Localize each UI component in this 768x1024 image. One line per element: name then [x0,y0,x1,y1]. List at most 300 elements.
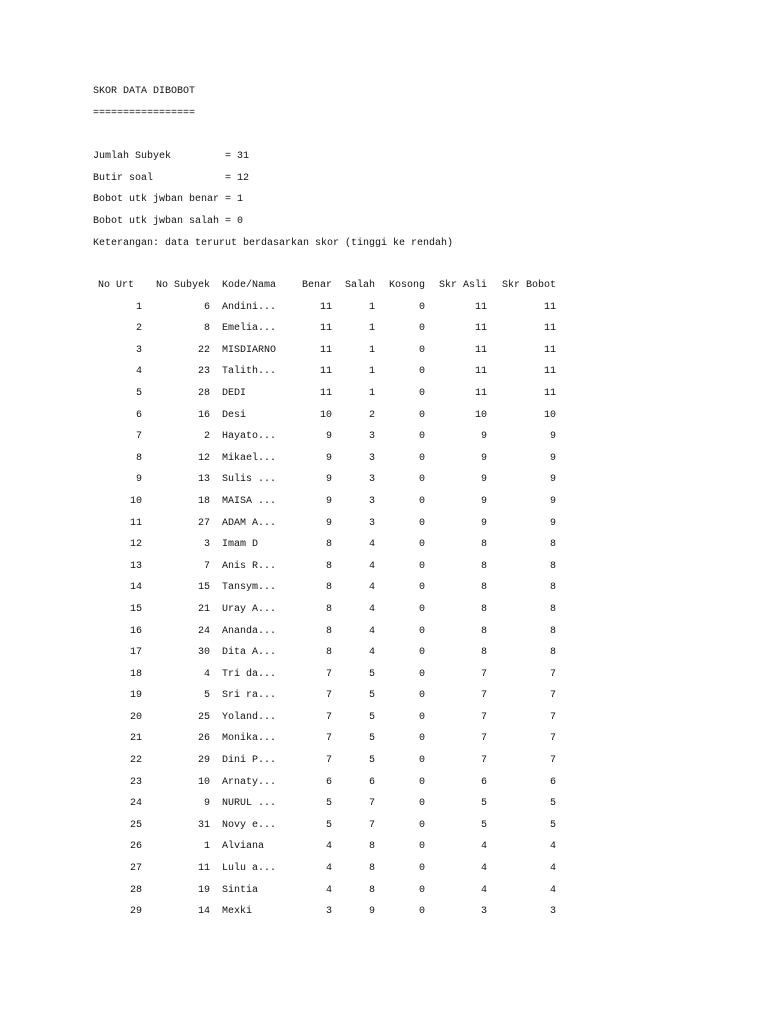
cell-kode-nama: Mikael... [222,452,277,464]
table-row [0,448,556,470]
table-row [0,621,556,643]
cell-salah: 8 [368,863,375,875]
cell-skr-bobot: 11 [543,323,556,335]
cell-kode-nama: Imam D [222,539,259,551]
table-row [0,880,556,902]
table-row [0,383,556,405]
cell-kosong: 0 [418,884,425,896]
cell-kode-nama: Desi [222,409,247,421]
row-spacer [0,858,98,880]
report-title: SKOR DATA DIBOBOT [93,86,196,97]
cell-skr-bobot: 11 [543,301,556,313]
cell-no-subyek: 16 [197,409,210,421]
cell-kode-nama: MAISA ... [222,495,277,507]
header-kode-nama: Kode/Nama [222,280,277,291]
cell-skr-bobot: 11 [543,366,556,378]
cell-benar: 8 [325,539,332,551]
row-spacer [0,772,98,794]
cell-skr-asli: 5 [480,819,487,831]
row-spacer [0,383,98,405]
cell-benar: 4 [325,884,332,896]
cell-no-subyek: 27 [197,517,210,529]
cell-skr-bobot: 4 [549,863,556,875]
header-skr-asli: Skr Asli [438,280,487,291]
cell-skr-bobot: 8 [549,539,556,551]
info-bobot-salah: Bobot utk jwban salah = 0 [93,216,244,227]
cell-salah: 4 [368,539,375,551]
cell-salah: 3 [368,452,375,464]
table-row [0,534,556,556]
cell-kode-nama: Novy e... [222,819,277,831]
cell-no-subyek: 28 [197,387,210,399]
cell-kode-nama: Alviana [222,841,265,853]
cell-salah: 4 [368,647,375,659]
header-skr-bobot: Skr Bobot [501,280,556,291]
header-no-urt: No Urt [98,280,135,291]
cell-benar: 7 [325,690,332,702]
table-row [0,405,556,427]
cell-benar: 9 [325,517,332,529]
cell-benar: 9 [325,431,332,443]
cell-no-urt: 11 [129,517,142,529]
cell-no-subyek: 4 [203,668,210,680]
cell-salah: 1 [368,344,375,356]
cell-no-urt: 3 [135,344,142,356]
cell-benar: 4 [325,863,332,875]
cell-skr-asli: 9 [480,474,487,486]
cell-skr-asli: 9 [480,452,487,464]
cell-salah: 3 [368,474,375,486]
cell-benar: 5 [325,819,332,831]
cell-benar: 7 [325,733,332,745]
cell-skr-asli: 6 [480,776,487,788]
cell-kode-nama: Dita A... [222,647,277,659]
cell-kode-nama: Sulis ... [222,474,277,486]
cell-skr-bobot: 10 [543,409,556,421]
cell-skr-asli: 7 [480,690,487,702]
cell-kode-nama: Arnaty... [222,776,277,788]
cell-no-urt: 2 [135,323,142,335]
cell-kosong: 0 [418,733,425,745]
row-spacer [0,448,98,470]
cell-kosong: 0 [418,625,425,637]
cell-kode-nama: Tansym... [222,582,277,594]
cell-benar: 10 [319,409,332,421]
cell-benar: 8 [325,560,332,572]
cell-salah: 1 [368,323,375,335]
cell-skr-asli: 8 [480,625,487,637]
cell-no-subyek: 21 [197,603,210,615]
cell-kosong: 0 [418,819,425,831]
cell-kosong: 0 [418,409,425,421]
table-header-row [0,275,556,297]
cell-skr-asli: 5 [480,798,487,810]
cell-skr-bobot: 7 [549,690,556,702]
cell-benar: 11 [319,387,332,399]
cell-no-urt: 26 [129,841,142,853]
cell-salah: 8 [368,884,375,896]
cell-no-subyek: 11 [197,863,210,875]
table-row [0,836,556,858]
cell-kosong: 0 [418,582,425,594]
cell-kode-nama: Ananda... [222,625,277,637]
cell-kode-nama: Tri da... [222,668,277,680]
cell-skr-bobot: 7 [549,755,556,767]
cell-skr-bobot: 6 [549,776,556,788]
cell-skr-asli: 11 [474,301,487,313]
cell-no-urt: 6 [135,409,142,421]
row-spacer [0,836,98,858]
table-row [0,513,556,535]
info-keterangan: Keterangan: data terurut berdasarkan skor (tinggi ke rendah) [93,238,454,249]
cell-no-subyek: 18 [197,495,210,507]
cell-no-subyek: 2 [203,431,210,443]
cell-no-subyek: 30 [197,647,210,659]
table-row [0,728,556,750]
cell-skr-asli: 8 [480,582,487,594]
cell-kode-nama: Dini P... [222,755,277,767]
cell-no-urt: 25 [129,819,142,831]
cell-kode-nama: Hayato... [222,431,277,443]
cell-salah: 3 [368,517,375,529]
table-row [0,318,556,340]
info-jumlah-subyek: Jumlah Subyek = 31 [93,151,250,162]
table-row [0,577,556,599]
cell-salah: 4 [368,625,375,637]
cell-kosong: 0 [418,690,425,702]
cell-no-subyek: 14 [197,906,210,918]
cell-benar: 8 [325,582,332,594]
table-row [0,664,556,686]
cell-salah: 3 [368,431,375,443]
cell-benar: 9 [325,495,332,507]
cell-skr-asli: 11 [474,323,487,335]
cell-kosong: 0 [418,517,425,529]
cell-salah: 5 [368,690,375,702]
cell-kosong: 0 [418,560,425,572]
cell-kode-nama: Lulu a... [222,863,277,875]
cell-benar: 7 [325,755,332,767]
cell-skr-asli: 8 [480,560,487,572]
cell-kosong: 0 [418,452,425,464]
cell-salah: 8 [368,841,375,853]
cell-kode-nama: Uray A... [222,603,277,615]
cell-no-subyek: 7 [203,560,210,572]
row-spacer [0,556,98,578]
cell-skr-asli: 11 [474,344,487,356]
table-row [0,685,556,707]
row-spacer [0,750,98,772]
cell-kosong: 0 [418,906,425,918]
row-spacer [0,880,98,902]
row-spacer [0,534,98,556]
row-spacer [0,815,98,837]
cell-skr-bobot: 9 [549,517,556,529]
cell-skr-asli: 11 [474,387,487,399]
cell-kosong: 0 [418,776,425,788]
cell-benar: 6 [325,776,332,788]
cell-no-urt: 16 [129,625,142,637]
cell-no-subyek: 13 [197,474,210,486]
row-spacer [0,707,98,729]
cell-skr-bobot: 11 [543,344,556,356]
cell-no-urt: 17 [129,647,142,659]
row-spacer [0,318,98,340]
cell-kode-nama: Anis R... [222,560,277,572]
cell-kode-nama: Sintia [222,884,259,896]
cell-skr-bobot: 8 [549,560,556,572]
header-no-subyek: No Subyek [155,280,210,291]
row-spacer [0,621,98,643]
cell-kosong: 0 [418,495,425,507]
cell-skr-bobot: 5 [549,798,556,810]
table-row [0,772,556,794]
cell-salah: 1 [368,387,375,399]
cell-skr-bobot: 9 [549,474,556,486]
row-spacer [0,664,98,686]
cell-no-urt: 1 [135,301,142,313]
cell-no-urt: 28 [129,884,142,896]
cell-kode-nama: ADAM A... [222,517,277,529]
cell-salah: 1 [368,301,375,313]
cell-kosong: 0 [418,863,425,875]
cell-benar: 11 [319,366,332,378]
cell-no-urt: 12 [129,539,142,551]
cell-skr-bobot: 9 [549,452,556,464]
cell-kode-nama: Mexki [222,906,253,918]
cell-kosong: 0 [418,668,425,680]
cell-kosong: 0 [418,755,425,767]
cell-skr-bobot: 7 [549,733,556,745]
table-row [0,707,556,729]
cell-no-subyek: 29 [197,755,210,767]
cell-skr-asli: 9 [480,431,487,443]
table-row [0,297,556,319]
cell-no-urt: 5 [135,387,142,399]
cell-salah: 1 [368,366,375,378]
table-row [0,599,556,621]
cell-no-urt: 22 [129,755,142,767]
cell-salah: 7 [368,798,375,810]
cell-skr-asli: 4 [480,841,487,853]
cell-salah: 9 [368,906,375,918]
cell-benar: 5 [325,798,332,810]
cell-no-urt: 18 [129,668,142,680]
cell-skr-asli: 8 [480,539,487,551]
cell-skr-bobot: 3 [549,906,556,918]
cell-salah: 6 [368,776,375,788]
cell-no-subyek: 23 [197,366,210,378]
cell-kode-nama: MISDIARNO [222,344,277,356]
cell-kode-nama: Yoland... [222,711,277,723]
cell-no-subyek: 5 [203,690,210,702]
cell-kode-nama: DEDI [222,387,247,399]
cell-skr-asli: 8 [480,603,487,615]
cell-skr-asli: 7 [480,711,487,723]
cell-no-subyek: 12 [197,452,210,464]
cell-benar: 7 [325,668,332,680]
table-row [0,556,556,578]
cell-skr-bobot: 8 [549,603,556,615]
row-spacer [0,901,98,923]
cell-skr-asli: 4 [480,884,487,896]
cell-skr-bobot: 11 [543,387,556,399]
header-kosong: Kosong [388,280,425,291]
cell-no-subyek: 24 [197,625,210,637]
cell-benar: 8 [325,647,332,659]
cell-skr-bobot: 4 [549,884,556,896]
cell-skr-asli: 9 [480,517,487,529]
cell-no-subyek: 8 [203,323,210,335]
cell-no-subyek: 31 [197,819,210,831]
row-spacer [0,599,98,621]
table-row [0,469,556,491]
cell-skr-bobot: 8 [549,647,556,659]
cell-skr-bobot: 9 [549,431,556,443]
cell-benar: 11 [319,323,332,335]
row-spacer [0,340,98,362]
cell-kode-nama: Emelia... [222,323,277,335]
cell-no-subyek: 15 [197,582,210,594]
cell-no-subyek: 1 [203,841,210,853]
cell-no-urt: 19 [129,690,142,702]
cell-skr-bobot: 8 [549,582,556,594]
cell-salah: 5 [368,755,375,767]
score-table [0,275,556,923]
cell-no-urt: 23 [129,776,142,788]
row-spacer [0,405,98,427]
row-spacer [0,426,98,448]
table-row [0,901,556,923]
cell-kosong: 0 [418,431,425,443]
table-row [0,750,556,772]
header-benar: Benar [301,280,332,291]
row-spacer [0,793,98,815]
cell-skr-bobot: 7 [549,711,556,723]
cell-no-subyek: 6 [203,301,210,313]
cell-salah: 7 [368,819,375,831]
cell-skr-asli: 10 [474,409,487,421]
cell-skr-asli: 4 [480,863,487,875]
cell-benar: 9 [325,452,332,464]
cell-skr-asli: 11 [474,366,487,378]
cell-skr-asli: 3 [480,906,487,918]
cell-skr-bobot: 7 [549,668,556,680]
table-row [0,361,556,383]
cell-no-subyek: 26 [197,733,210,745]
cell-skr-bobot: 5 [549,819,556,831]
row-spacer [0,469,98,491]
row-spacer [0,728,98,750]
cell-no-urt: 9 [135,474,142,486]
cell-benar: 11 [319,301,332,313]
header-spacer [0,275,98,297]
cell-no-urt: 21 [129,733,142,745]
cell-kode-nama: NURUL ... [222,798,277,810]
cell-benar: 4 [325,841,332,853]
cell-benar: 8 [325,625,332,637]
table-row [0,340,556,362]
info-bobot-benar: Bobot utk jwban benar = 1 [93,194,244,205]
cell-kosong: 0 [418,711,425,723]
table-row [0,642,556,664]
cell-kosong: 0 [418,474,425,486]
cell-benar: 7 [325,711,332,723]
row-spacer [0,361,98,383]
cell-skr-asli: 9 [480,495,487,507]
cell-benar: 3 [325,906,332,918]
table-row [0,426,556,448]
cell-salah: 5 [368,733,375,745]
cell-no-subyek: 25 [197,711,210,723]
cell-no-urt: 10 [129,495,142,507]
table-row [0,815,556,837]
cell-salah: 3 [368,495,375,507]
title-underline: ================= [93,108,196,119]
row-spacer [0,297,98,319]
table-row [0,491,556,513]
cell-no-subyek: 3 [203,539,210,551]
row-spacer [0,642,98,664]
cell-kosong: 0 [418,841,425,853]
cell-no-urt: 29 [129,906,142,918]
table-body [0,297,556,923]
info-butir-soal: Butir soal = 12 [93,173,250,184]
cell-kode-nama: Andini... [222,301,277,313]
cell-kosong: 0 [418,798,425,810]
table-row [0,858,556,880]
cell-benar: 11 [319,344,332,356]
cell-no-subyek: 9 [203,798,210,810]
row-spacer [0,685,98,707]
cell-kode-nama: Monika... [222,733,277,745]
cell-no-urt: 4 [135,366,142,378]
cell-no-subyek: 22 [197,344,210,356]
cell-no-urt: 7 [135,431,142,443]
cell-kosong: 0 [418,323,425,335]
cell-kosong: 0 [418,539,425,551]
cell-kode-nama: Sri ra... [222,690,277,702]
row-spacer [0,513,98,535]
cell-skr-asli: 7 [480,733,487,745]
cell-no-subyek: 10 [197,776,210,788]
cell-kosong: 0 [418,603,425,615]
row-spacer [0,577,98,599]
cell-no-urt: 15 [129,603,142,615]
cell-no-urt: 24 [129,798,142,810]
cell-skr-bobot: 9 [549,495,556,507]
table-row [0,793,556,815]
cell-skr-bobot: 4 [549,841,556,853]
cell-salah: 5 [368,668,375,680]
cell-no-urt: 8 [135,452,142,464]
row-spacer [0,491,98,513]
cell-no-urt: 20 [129,711,142,723]
cell-skr-asli: 8 [480,647,487,659]
cell-kosong: 0 [418,301,425,313]
cell-skr-bobot: 8 [549,625,556,637]
cell-skr-asli: 7 [480,755,487,767]
cell-no-urt: 27 [129,863,142,875]
cell-salah: 5 [368,711,375,723]
cell-salah: 2 [368,409,375,421]
header-salah: Salah [344,280,375,291]
cell-salah: 4 [368,560,375,572]
cell-salah: 4 [368,603,375,615]
cell-kosong: 0 [418,366,425,378]
cell-kosong: 0 [418,387,425,399]
cell-no-urt: 14 [129,582,142,594]
